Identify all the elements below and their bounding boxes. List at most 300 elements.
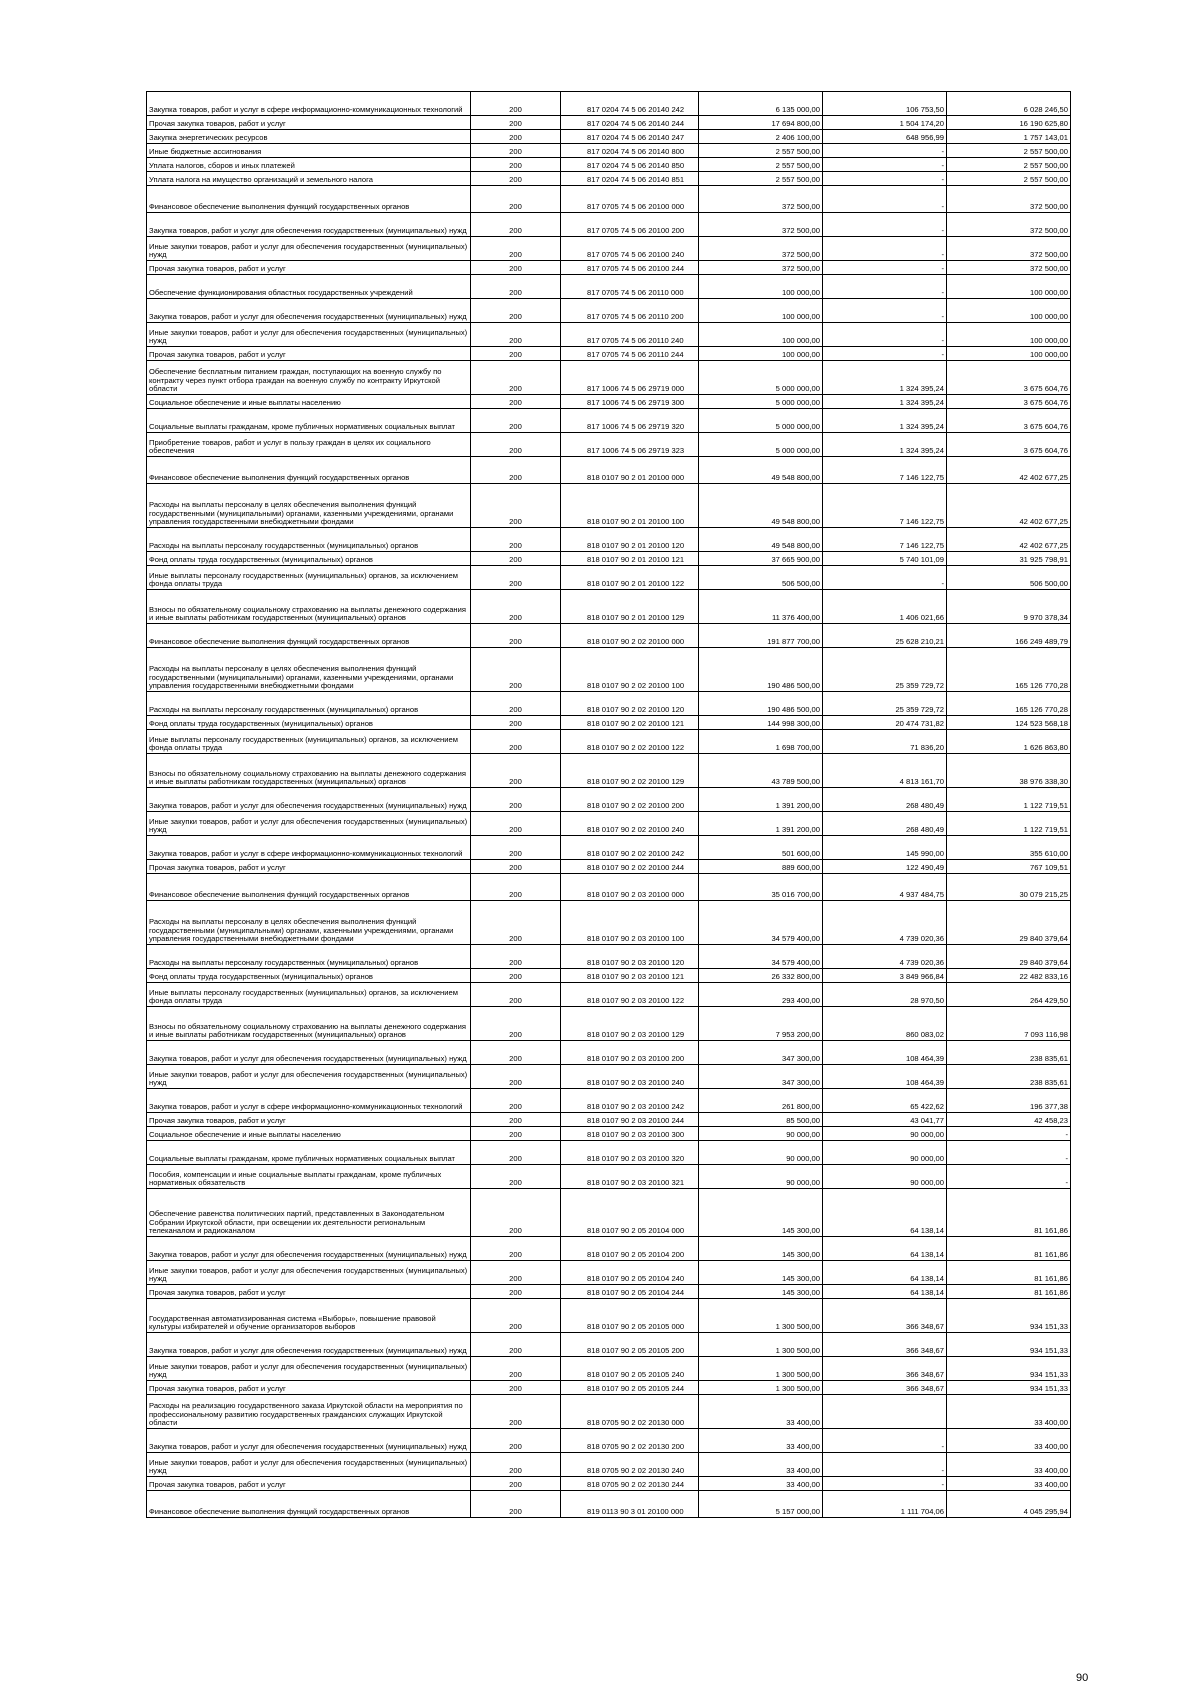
approved-amount-cell: 506 500,00 [699, 566, 823, 590]
expense-name-cell: Иные закупки товаров, работ и услуг для обеспечения государственных (муниципальных) нужд [147, 1453, 471, 1477]
approved-amount-cell: 1 300 500,00 [699, 1299, 823, 1333]
line-code-cell: 200 [471, 172, 561, 186]
unexecuted-amount-cell: 42 402 677,25 [947, 528, 1071, 552]
approved-amount-cell: 191 877 700,00 [699, 624, 823, 648]
unexecuted-amount-cell: 100 000,00 [947, 299, 1071, 323]
expense-name-cell: Уплата налога на имущество организаций и земельного налога [147, 172, 471, 186]
line-code-cell: 200 [471, 716, 561, 730]
expense-name-cell: Закупка товаров, работ и услуг для обеспечения государственных (муниципальных) нужд [147, 1333, 471, 1357]
unexecuted-amount-cell: 934 151,33 [947, 1357, 1071, 1381]
line-code-cell: 200 [471, 1041, 561, 1065]
expense-name-cell: Закупка товаров, работ и услуг для обеспечения государственных (муниципальных) нужд [147, 213, 471, 237]
expense-name-cell: Финансовое обеспечение выполнения функций государственных органов [147, 186, 471, 213]
unexecuted-amount-cell: 355 610,00 [947, 836, 1071, 860]
unexecuted-amount-cell: 238 835,61 [947, 1041, 1071, 1065]
approved-amount-cell: 5 000 000,00 [699, 395, 823, 409]
executed-amount-cell: 1 324 395,24 [823, 433, 947, 457]
line-code-cell: 200 [471, 528, 561, 552]
budget-classification-code-cell: 817 0204 74 5 06 20140 850 [561, 158, 699, 172]
table-row [147, 1381, 1071, 1395]
expense-name-cell: Финансовое обеспечение выполнения функций государственных органов [147, 457, 471, 484]
executed-amount-cell: 648 956,99 [823, 130, 947, 144]
table-row [147, 730, 1071, 754]
approved-amount-cell: 26 332 800,00 [699, 969, 823, 983]
expense-name-cell: Взносы по обязательному социальному страхованию на выплаты денежного содержания и иные выплаты работникам государственных (муниципальных) органов [147, 754, 471, 788]
table-row [147, 92, 1071, 116]
budget-classification-code-cell: 818 0107 90 2 03 20100 000 [561, 874, 699, 901]
table-row [147, 983, 1071, 1007]
table-row [147, 860, 1071, 874]
budget-classification-code-cell: 817 0705 74 5 06 20110 240 [561, 323, 699, 347]
expense-name-cell: Государственная автоматизированная система «Выборы», повышение правовой культуры избирателей и обучение организаторов выборов [147, 1299, 471, 1333]
budget-classification-code-cell: 818 0107 90 2 03 20100 100 [561, 901, 699, 945]
expense-name-cell: Расходы на реализацию государственного заказа Иркутской области на мероприятия по профессиональному развитию государственных гражданских служащих Иркутской области [147, 1395, 471, 1429]
unexecuted-amount-cell: 42 402 677,25 [947, 457, 1071, 484]
unexecuted-amount-cell: - [947, 1141, 1071, 1165]
executed-amount-cell: 4 739 020,36 [823, 901, 947, 945]
approved-amount-cell: 43 789 500,00 [699, 754, 823, 788]
line-code-cell: 200 [471, 692, 561, 716]
executed-amount-cell: 7 146 122,75 [823, 457, 947, 484]
executed-amount-cell: - [823, 172, 947, 186]
expense-name-cell: Иные выплаты персоналу государственных (муниципальных) органов, за исключением фонда оплаты труда [147, 730, 471, 754]
approved-amount-cell: 2 557 500,00 [699, 144, 823, 158]
line-code-cell: 200 [471, 1127, 561, 1141]
table-row [147, 716, 1071, 730]
executed-amount-cell [823, 1395, 947, 1429]
approved-amount-cell: 49 548 800,00 [699, 484, 823, 528]
line-code-cell: 200 [471, 1333, 561, 1357]
executed-amount-cell: - [823, 299, 947, 323]
approved-amount-cell: 90 000,00 [699, 1141, 823, 1165]
expense-name-cell: Прочая закупка товаров, работ и услуг [147, 261, 471, 275]
expense-name-cell: Расходы на выплаты персоналу государственных (муниципальных) органов [147, 945, 471, 969]
unexecuted-amount-cell: 166 249 489,79 [947, 624, 1071, 648]
approved-amount-cell: 100 000,00 [699, 299, 823, 323]
line-code-cell: 200 [471, 457, 561, 484]
unexecuted-amount-cell: 81 161,86 [947, 1237, 1071, 1261]
expense-name-cell: Прочая закупка товаров, работ и услуг [147, 1285, 471, 1299]
expense-name-cell: Фонд оплаты труда государственных (муниципальных) органов [147, 969, 471, 983]
line-code-cell: 200 [471, 347, 561, 361]
budget-classification-code-cell: 818 0107 90 2 02 20100 240 [561, 812, 699, 836]
line-code-cell: 200 [471, 361, 561, 395]
expense-name-cell: Закупка товаров, работ и услуг в сфере информационно-коммуникационных технологий [147, 1089, 471, 1113]
table-row [147, 1065, 1071, 1089]
budget-classification-code-cell: 818 0107 90 2 02 20100 121 [561, 716, 699, 730]
approved-amount-cell: 372 500,00 [699, 261, 823, 275]
approved-amount-cell: 33 400,00 [699, 1429, 823, 1453]
budget-classification-code-cell: 817 1006 74 5 06 29719 000 [561, 361, 699, 395]
unexecuted-amount-cell: 1 626 863,80 [947, 730, 1071, 754]
executed-amount-cell: - [823, 261, 947, 275]
line-code-cell: 200 [471, 836, 561, 860]
executed-amount-cell: - [823, 213, 947, 237]
executed-amount-cell: - [823, 186, 947, 213]
executed-amount-cell: 64 138,14 [823, 1285, 947, 1299]
unexecuted-amount-cell: 934 151,33 [947, 1299, 1071, 1333]
unexecuted-amount-cell: 165 126 770,28 [947, 692, 1071, 716]
table-row [147, 433, 1071, 457]
approved-amount-cell: 34 579 400,00 [699, 945, 823, 969]
line-code-cell: 200 [471, 969, 561, 983]
unexecuted-amount-cell: 9 970 378,34 [947, 590, 1071, 624]
approved-amount-cell: 144 998 300,00 [699, 716, 823, 730]
unexecuted-amount-cell: 372 500,00 [947, 213, 1071, 237]
executed-amount-cell: 366 348,67 [823, 1357, 947, 1381]
table-row [147, 874, 1071, 901]
line-code-cell: 200 [471, 730, 561, 754]
expense-name-cell: Иные выплаты персоналу государственных (муниципальных) органов, за исключением фонда оплаты труда [147, 983, 471, 1007]
expense-name-cell: Приобретение товаров, работ и услуг в пользу граждан в целях их социального обеспечения [147, 433, 471, 457]
table-row [147, 528, 1071, 552]
approved-amount-cell: 347 300,00 [699, 1041, 823, 1065]
expense-name-cell: Иные выплаты персоналу государственных (муниципальных) органов, за исключением фонда оплаты труда [147, 566, 471, 590]
executed-amount-cell: 64 138,14 [823, 1261, 947, 1285]
table-row [147, 130, 1071, 144]
table-row [147, 347, 1071, 361]
table-row [147, 1429, 1071, 1453]
executed-amount-cell: 5 740 101,09 [823, 552, 947, 566]
approved-amount-cell: 5 000 000,00 [699, 361, 823, 395]
executed-amount-cell: 25 359 729,72 [823, 692, 947, 716]
approved-amount-cell: 17 694 800,00 [699, 116, 823, 130]
unexecuted-amount-cell: 81 161,86 [947, 1285, 1071, 1299]
expense-name-cell: Иные закупки товаров, работ и услуг для обеспечения государственных (муниципальных) нужд [147, 237, 471, 261]
expense-name-cell: Иные закупки товаров, работ и услуг для обеспечения государственных (муниципальных) нужд [147, 323, 471, 347]
line-code-cell: 200 [471, 409, 561, 433]
executed-amount-cell: 108 464,39 [823, 1041, 947, 1065]
line-code-cell: 200 [471, 261, 561, 275]
unexecuted-amount-cell: 1 122 719,51 [947, 788, 1071, 812]
line-code-cell: 200 [471, 945, 561, 969]
unexecuted-amount-cell: 3 675 604,76 [947, 395, 1071, 409]
unexecuted-amount-cell: 934 151,33 [947, 1333, 1071, 1357]
unexecuted-amount-cell: 1 757 143,01 [947, 130, 1071, 144]
expense-name-cell: Закупка товаров, работ и услуг в сфере информационно-коммуникационных технологий [147, 836, 471, 860]
approved-amount-cell: 33 400,00 [699, 1395, 823, 1429]
line-code-cell: 200 [471, 648, 561, 692]
executed-amount-cell: - [823, 566, 947, 590]
expense-name-cell: Расходы на выплаты персоналу в целях обеспечения выполнения функций государственными (муниципальными) органами, казенными учреждениями, органами управления государственными внебюджетными фондами [147, 484, 471, 528]
table-row [147, 1491, 1071, 1518]
approved-amount-cell: 1 391 200,00 [699, 812, 823, 836]
table-row [147, 261, 1071, 275]
unexecuted-amount-cell: 30 079 215,25 [947, 874, 1071, 901]
expense-name-cell: Социальное обеспечение и иные выплаты населению [147, 1127, 471, 1141]
unexecuted-amount-cell: 81 161,86 [947, 1189, 1071, 1237]
line-code-cell: 200 [471, 1453, 561, 1477]
unexecuted-amount-cell: 372 500,00 [947, 186, 1071, 213]
budget-classification-code-cell: 818 0107 90 2 01 20100 100 [561, 484, 699, 528]
expense-name-cell: Расходы на выплаты персоналу в целях обеспечения выполнения функций государственными (муниципальными) органами, казенными учреждениями, органами управления государственными внебюджетными фондами [147, 901, 471, 945]
approved-amount-cell: 6 135 000,00 [699, 92, 823, 116]
unexecuted-amount-cell: - [947, 1127, 1071, 1141]
line-code-cell: 200 [471, 812, 561, 836]
table-row [147, 648, 1071, 692]
executed-amount-cell: 25 359 729,72 [823, 648, 947, 692]
expense-name-cell: Социальные выплаты гражданам, кроме публичных нормативных социальных выплат [147, 1141, 471, 1165]
line-code-cell: 200 [471, 754, 561, 788]
table-row [147, 1357, 1071, 1381]
executed-amount-cell: 268 480,49 [823, 788, 947, 812]
line-code-cell: 200 [471, 1381, 561, 1395]
expense-name-cell: Взносы по обязательному социальному страхованию на выплаты денежного содержания и иные выплаты работникам государственных (муниципальных) органов [147, 590, 471, 624]
table-row [147, 945, 1071, 969]
line-code-cell: 200 [471, 1065, 561, 1089]
expense-name-cell: Иные бюджетные ассигнования [147, 144, 471, 158]
expense-name-cell: Закупка товаров, работ и услуг для обеспечения государственных (муниципальных) нужд [147, 299, 471, 323]
expense-name-cell: Прочая закупка товаров, работ и услуг [147, 1477, 471, 1491]
budget-classification-code-cell: 818 0705 90 2 02 20130 240 [561, 1453, 699, 1477]
approved-amount-cell: 1 300 500,00 [699, 1357, 823, 1381]
table-row [147, 144, 1071, 158]
line-code-cell: 200 [471, 92, 561, 116]
budget-classification-code-cell: 818 0107 90 2 01 20100 122 [561, 566, 699, 590]
executed-amount-cell: 145 990,00 [823, 836, 947, 860]
table-row [147, 1189, 1071, 1237]
table-row [147, 237, 1071, 261]
table-row [147, 566, 1071, 590]
approved-amount-cell: 100 000,00 [699, 323, 823, 347]
unexecuted-amount-cell: 1 122 719,51 [947, 812, 1071, 836]
expense-name-cell: Иные закупки товаров, работ и услуг для обеспечения государственных (муниципальных) нужд [147, 812, 471, 836]
executed-amount-cell: - [823, 144, 947, 158]
line-code-cell: 200 [471, 1141, 561, 1165]
approved-amount-cell: 293 400,00 [699, 983, 823, 1007]
approved-amount-cell: 145 300,00 [699, 1285, 823, 1299]
approved-amount-cell: 90 000,00 [699, 1165, 823, 1189]
approved-amount-cell: 100 000,00 [699, 275, 823, 299]
table-row [147, 836, 1071, 860]
approved-amount-cell: 85 500,00 [699, 1113, 823, 1127]
line-code-cell: 200 [471, 1113, 561, 1127]
approved-amount-cell: 1 300 500,00 [699, 1381, 823, 1395]
approved-amount-cell: 5 157 000,00 [699, 1491, 823, 1518]
approved-amount-cell: 190 486 500,00 [699, 692, 823, 716]
expense-name-cell: Закупка товаров, работ и услуг для обеспечения государственных (муниципальных) нужд [147, 1429, 471, 1453]
budget-classification-code-cell: 818 0107 90 2 05 20104 244 [561, 1285, 699, 1299]
line-code-cell: 200 [471, 433, 561, 457]
unexecuted-amount-cell: 33 400,00 [947, 1395, 1071, 1429]
approved-amount-cell: 33 400,00 [699, 1477, 823, 1491]
executed-amount-cell: 1 324 395,24 [823, 409, 947, 433]
budget-execution-table [146, 91, 1071, 1518]
budget-classification-code-cell: 818 0705 90 2 02 20130 200 [561, 1429, 699, 1453]
unexecuted-amount-cell: 506 500,00 [947, 566, 1071, 590]
unexecuted-amount-cell: 2 557 500,00 [947, 158, 1071, 172]
table-row [147, 116, 1071, 130]
table-row [147, 213, 1071, 237]
executed-amount-cell: - [823, 1477, 947, 1491]
table-row [147, 590, 1071, 624]
unexecuted-amount-cell: 100 000,00 [947, 275, 1071, 299]
table-row [147, 275, 1071, 299]
executed-amount-cell: 366 348,67 [823, 1381, 947, 1395]
table-row [147, 1089, 1071, 1113]
table-row [147, 484, 1071, 528]
unexecuted-amount-cell: 165 126 770,28 [947, 648, 1071, 692]
line-code-cell: 200 [471, 299, 561, 323]
unexecuted-amount-cell: 100 000,00 [947, 347, 1071, 361]
line-code-cell: 200 [471, 1261, 561, 1285]
approved-amount-cell: 372 500,00 [699, 186, 823, 213]
executed-amount-cell: 366 348,67 [823, 1299, 947, 1333]
executed-amount-cell: 71 836,20 [823, 730, 947, 754]
expense-name-cell: Расходы на выплаты персоналу в целях обеспечения выполнения функций государственными (муниципальными) органами, казенными учреждениями, органами управления государственными внебюджетными фондами [147, 648, 471, 692]
table-row [147, 692, 1071, 716]
line-code-cell: 200 [471, 590, 561, 624]
line-code-cell: 200 [471, 1477, 561, 1491]
executed-amount-cell: 4 739 020,36 [823, 945, 947, 969]
executed-amount-cell: 64 138,14 [823, 1237, 947, 1261]
table-row [147, 1007, 1071, 1041]
table-row [147, 1127, 1071, 1141]
line-code-cell: 200 [471, 860, 561, 874]
unexecuted-amount-cell: 2 557 500,00 [947, 144, 1071, 158]
line-code-cell: 200 [471, 158, 561, 172]
unexecuted-amount-cell: 33 400,00 [947, 1477, 1071, 1491]
unexecuted-amount-cell: 33 400,00 [947, 1429, 1071, 1453]
approved-amount-cell: 35 016 700,00 [699, 874, 823, 901]
budget-classification-code-cell: 817 1006 74 5 06 29719 320 [561, 409, 699, 433]
approved-amount-cell: 49 548 800,00 [699, 528, 823, 552]
line-code-cell: 200 [471, 1189, 561, 1237]
executed-amount-cell: 1 504 174,20 [823, 116, 947, 130]
budget-classification-code-cell: 817 0204 74 5 06 20140 851 [561, 172, 699, 186]
table-row [147, 624, 1071, 648]
budget-classification-code-cell: 817 0705 74 5 06 20110 000 [561, 275, 699, 299]
expense-name-cell: Прочая закупка товаров, работ и услуг [147, 347, 471, 361]
line-code-cell: 200 [471, 323, 561, 347]
executed-amount-cell: - [823, 158, 947, 172]
unexecuted-amount-cell: 2 557 500,00 [947, 172, 1071, 186]
budget-classification-code-cell: 818 0107 90 2 05 20104 200 [561, 1237, 699, 1261]
budget-classification-code-cell: 818 0107 90 2 01 20100 120 [561, 528, 699, 552]
table-row [147, 1477, 1071, 1491]
executed-amount-cell: 4 937 484,75 [823, 874, 947, 901]
executed-amount-cell: 106 753,50 [823, 92, 947, 116]
budget-classification-code-cell: 817 0705 74 5 06 20110 200 [561, 299, 699, 323]
line-code-cell: 200 [471, 1007, 561, 1041]
line-code-cell: 200 [471, 116, 561, 130]
unexecuted-amount-cell: 31 925 798,91 [947, 552, 1071, 566]
unexecuted-amount-cell: 81 161,86 [947, 1261, 1071, 1285]
table-row [147, 1395, 1071, 1429]
approved-amount-cell: 889 600,00 [699, 860, 823, 874]
approved-amount-cell: 145 300,00 [699, 1237, 823, 1261]
budget-classification-code-cell: 817 0705 74 5 06 20100 240 [561, 237, 699, 261]
line-code-cell: 200 [471, 1429, 561, 1453]
approved-amount-cell: 2 406 100,00 [699, 130, 823, 144]
budget-classification-code-cell: 817 0705 74 5 06 20100 244 [561, 261, 699, 275]
table-row [147, 754, 1071, 788]
unexecuted-amount-cell: 3 675 604,76 [947, 433, 1071, 457]
budget-classification-code-cell: 818 0107 90 2 02 20100 242 [561, 836, 699, 860]
expense-name-cell: Пособия, компенсации и иные социальные выплаты гражданам, кроме публичных нормативных обязательств [147, 1165, 471, 1189]
unexecuted-amount-cell: 124 523 568,18 [947, 716, 1071, 730]
expense-name-cell: Уплата налогов, сборов и иных платежей [147, 158, 471, 172]
budget-classification-code-cell: 817 0204 74 5 06 20140 247 [561, 130, 699, 144]
executed-amount-cell: 7 146 122,75 [823, 528, 947, 552]
budget-classification-code-cell: 818 0107 90 2 01 20100 121 [561, 552, 699, 566]
executed-amount-cell: 28 970,50 [823, 983, 947, 1007]
expense-name-cell: Прочая закупка товаров, работ и услуг [147, 1381, 471, 1395]
expense-name-cell: Прочая закупка товаров, работ и услуг [147, 116, 471, 130]
unexecuted-amount-cell: 42 458,23 [947, 1113, 1071, 1127]
executed-amount-cell: - [823, 1453, 947, 1477]
table-row [147, 969, 1071, 983]
approved-amount-cell: 34 579 400,00 [699, 901, 823, 945]
executed-amount-cell: 3 849 966,84 [823, 969, 947, 983]
executed-amount-cell: 122 490,49 [823, 860, 947, 874]
line-code-cell: 200 [471, 901, 561, 945]
budget-classification-code-cell: 818 0107 90 2 05 20105 244 [561, 1381, 699, 1395]
line-code-cell: 200 [471, 624, 561, 648]
unexecuted-amount-cell: 100 000,00 [947, 323, 1071, 347]
table-row [147, 158, 1071, 172]
budget-classification-code-cell: 818 0107 90 2 03 20100 120 [561, 945, 699, 969]
approved-amount-cell: 33 400,00 [699, 1453, 823, 1477]
line-code-cell: 200 [471, 395, 561, 409]
approved-amount-cell: 7 953 200,00 [699, 1007, 823, 1041]
executed-amount-cell: - [823, 323, 947, 347]
approved-amount-cell: 100 000,00 [699, 347, 823, 361]
expense-name-cell: Финансовое обеспечение выполнения функций государственных органов [147, 874, 471, 901]
budget-classification-code-cell: 818 0107 90 2 03 20100 242 [561, 1089, 699, 1113]
table-row [147, 1285, 1071, 1299]
expense-name-cell: Закупка товаров, работ и услуг для обеспечения государственных (муниципальных) нужд [147, 788, 471, 812]
unexecuted-amount-cell: 767 109,51 [947, 860, 1071, 874]
table-row [147, 901, 1071, 945]
budget-classification-code-cell: 818 0107 90 2 03 20100 244 [561, 1113, 699, 1127]
unexecuted-amount-cell: 38 976 338,30 [947, 754, 1071, 788]
unexecuted-amount-cell: 16 190 625,80 [947, 116, 1071, 130]
budget-classification-code-cell: 818 0107 90 2 03 20100 122 [561, 983, 699, 1007]
unexecuted-amount-cell: 934 151,33 [947, 1381, 1071, 1395]
budget-classification-code-cell: 818 0107 90 2 05 20105 000 [561, 1299, 699, 1333]
unexecuted-amount-cell: 6 028 246,50 [947, 92, 1071, 116]
unexecuted-amount-cell: 264 429,50 [947, 983, 1071, 1007]
expense-name-cell: Закупка энергетических ресурсов [147, 130, 471, 144]
table-row [147, 552, 1071, 566]
executed-amount-cell: 4 813 161,70 [823, 754, 947, 788]
budget-classification-code-cell: 818 0107 90 2 03 20100 121 [561, 969, 699, 983]
approved-amount-cell: 145 300,00 [699, 1261, 823, 1285]
table-row [147, 299, 1071, 323]
approved-amount-cell: 1 391 200,00 [699, 788, 823, 812]
executed-amount-cell: - [823, 275, 947, 299]
expense-name-cell: Иные закупки товаров, работ и услуг для обеспечения государственных (муниципальных) нужд [147, 1261, 471, 1285]
approved-amount-cell: 145 300,00 [699, 1189, 823, 1237]
table-row [147, 1453, 1071, 1477]
line-code-cell: 200 [471, 1237, 561, 1261]
budget-classification-code-cell: 818 0107 90 2 05 20105 240 [561, 1357, 699, 1381]
table-row [147, 1041, 1071, 1065]
table-body [147, 92, 1071, 1518]
approved-amount-cell: 37 665 900,00 [699, 552, 823, 566]
line-code-cell: 200 [471, 1165, 561, 1189]
budget-classification-code-cell: 818 0107 90 2 01 20100 129 [561, 590, 699, 624]
approved-amount-cell: 372 500,00 [699, 213, 823, 237]
executed-amount-cell: 268 480,49 [823, 812, 947, 836]
executed-amount-cell: - [823, 1429, 947, 1453]
budget-classification-code-cell: 818 0107 90 2 01 20100 000 [561, 457, 699, 484]
line-code-cell: 200 [471, 144, 561, 158]
unexecuted-amount-cell: - [947, 1165, 1071, 1189]
line-code-cell: 200 [471, 1357, 561, 1381]
executed-amount-cell: 108 464,39 [823, 1065, 947, 1089]
